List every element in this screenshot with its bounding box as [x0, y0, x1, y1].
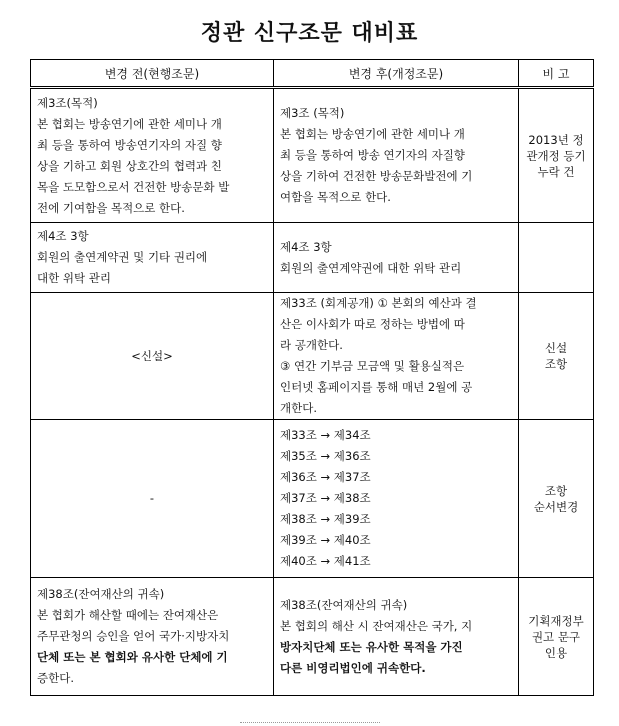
text-line: 목을 도모함으로서 건전한 방송문화 발 — [37, 179, 230, 194]
text-line: 상을 기하고 회원 상호간의 협력과 친 — [37, 158, 222, 173]
after-cell — [274, 293, 519, 420]
text-line: 개한다. — [280, 401, 317, 415]
table-row — [31, 420, 594, 578]
text-line: 제35조 → 제36조 — [280, 449, 371, 463]
text-line: 제33조 → 제34조 — [280, 428, 371, 442]
note-line: 조항 — [544, 483, 568, 498]
note-line: 권고 문구 — [531, 629, 581, 644]
text-line: 제38조(잔여재산의 귀속) — [37, 587, 165, 601]
before-cell — [31, 223, 274, 293]
text-line: 회원의 출연계약권에 대한 위탁 관리 — [280, 260, 462, 275]
text-line: 최 등을 통하여 방송연기자의 자질 향 — [37, 137, 222, 152]
note-line: 조항 — [544, 357, 568, 371]
text-line: 제39조 → 제40조 — [280, 533, 371, 547]
table-header-row — [31, 60, 594, 88]
text-line: 전에 기여함을 목적으로 한다. — [37, 200, 185, 215]
table-row — [31, 88, 594, 223]
after-cell — [274, 578, 519, 696]
text-line: 제36조 → 제37조 — [280, 470, 371, 484]
text-line: 제38조 → 제39조 — [280, 512, 371, 526]
before-cell: - — [31, 420, 274, 578]
text-line: 회원의 출연계약권 및 기타 권리에 — [37, 250, 208, 264]
text-line: 제4조 3항 — [280, 239, 332, 254]
header-before: 변경 전(현행조문) — [31, 60, 274, 88]
text-line: 제3조 (목적) — [280, 106, 345, 120]
before-cell — [31, 88, 274, 223]
note-line: 인용 — [544, 645, 568, 660]
text-line: 본 협회의 해산 시 잔여재산은 국가, 지 — [280, 618, 473, 633]
text-line: 증한다. — [37, 671, 74, 685]
table-row — [31, 223, 594, 293]
text-line: 최 등을 통하여 방송 연기자의 자질향 — [280, 148, 465, 162]
note-cell — [519, 223, 594, 293]
page-title: 정관 신구조문 대비표 — [200, 21, 419, 46]
text-line: ③ 연간 기부금 모금액 및 활용실적은 — [280, 359, 465, 373]
before-cell — [31, 578, 274, 696]
text-line: 제3조(목적) — [37, 95, 98, 110]
after-cell — [274, 420, 519, 578]
text-line: 제37조 → 제38조 — [280, 491, 371, 505]
text-line: 라 공개한다. — [280, 338, 343, 352]
text-line: 산은 이사회가 따로 정하는 방법에 따 — [280, 317, 465, 331]
note-cell — [519, 578, 594, 696]
text-line: 제33조 (회계공개) ① 본회의 예산과 결 — [280, 296, 477, 310]
text-line: 제38조(잔여재산의 귀속) — [280, 597, 408, 612]
text-line: 제40조 → 제41조 — [280, 554, 371, 568]
note-line: 순서변경 — [533, 499, 579, 514]
text-line: 본 협회는 방송연기에 관한 세미나 개 — [37, 116, 222, 131]
text-line: 여함을 목적으로 한다. — [280, 190, 391, 204]
table-row — [31, 578, 594, 696]
note-cell — [519, 420, 594, 578]
text-line: 주무관청의 승인을 얻어 국가·지방자치 — [37, 629, 230, 643]
text-line: 다른 비영리법인에 귀속한다. — [280, 660, 426, 675]
text-line: 상을 기하여 건전한 방송문화발전에 기 — [280, 169, 473, 183]
text-line: 본 협회는 방송연기에 관한 세미나 개 — [280, 127, 465, 141]
header-after: 변경 후(개정조문) — [274, 60, 519, 88]
text-line: 방자치단체 또는 유사한 목적을 가진 — [280, 639, 463, 654]
note-line: 신설 — [544, 341, 568, 355]
note-line: 기획재정부 — [528, 613, 584, 628]
after-cell — [274, 223, 519, 293]
note-cell — [519, 293, 594, 420]
note-cell: 2013년 정관개정 등기 누락 건 — [519, 88, 594, 223]
header-note: 비 고 — [519, 60, 594, 88]
after-cell — [274, 88, 519, 223]
text-line: 제4조 3항 — [37, 229, 89, 243]
table-row — [31, 293, 594, 420]
comparison-table — [30, 59, 594, 696]
text-line: 인터넷 홈페이지를 통해 매년 2월에 공 — [280, 380, 473, 394]
before-cell: <신설> — [31, 293, 274, 420]
text-line: 대한 위탁 관리 — [37, 271, 111, 285]
text-line: 본 협회가 해산할 때에는 잔여재산은 — [37, 608, 219, 622]
bottom-divider — [240, 722, 380, 723]
text-line: 단체 또는 본 협회와 유사한 단체에 기 — [37, 650, 228, 664]
